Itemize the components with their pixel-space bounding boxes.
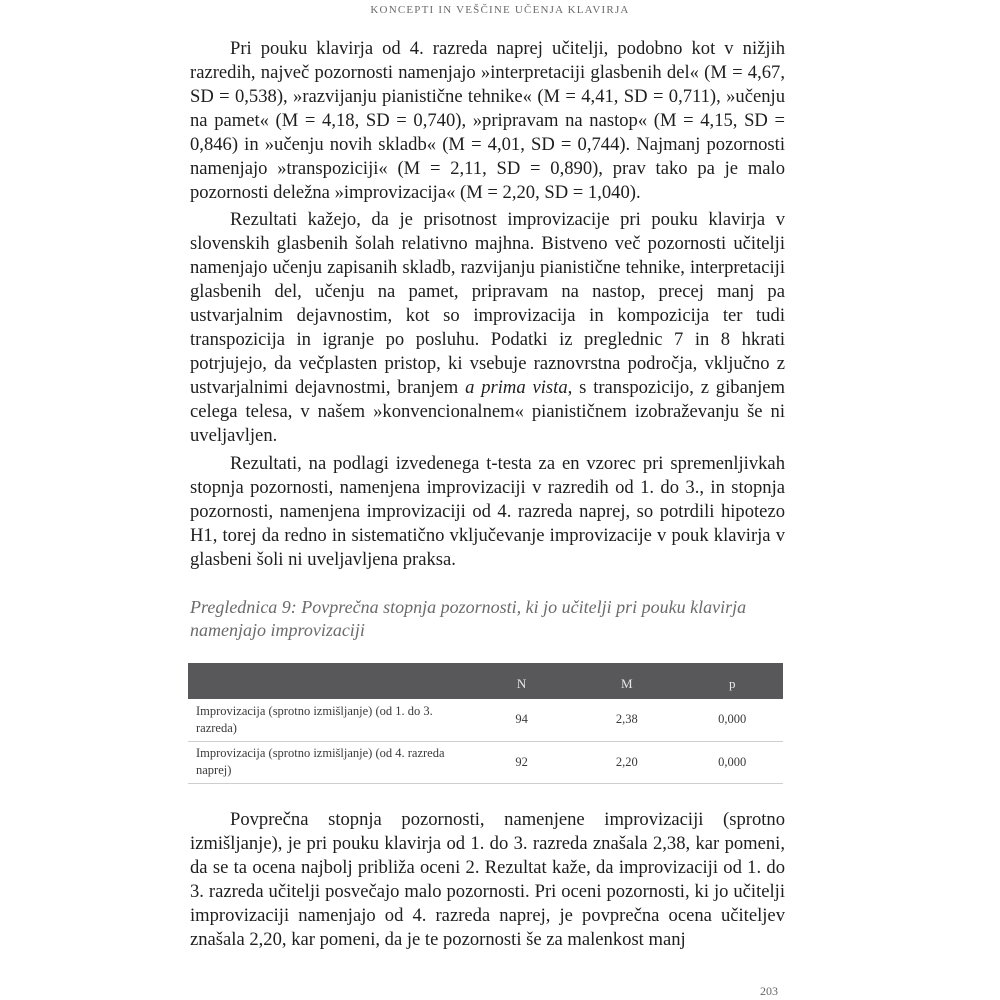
- column-header-label: [188, 663, 471, 699]
- paragraph-text: Rezultati kažejo, da je prisotnost improvizacije pri pouku klavirja v slovenskih glasbenih šolah relativno majhna. Bistveno več pozornosti učitelji namenjajo učenju zapisanih skladb, razvijanju pianistične tehnike, interpretaciji glasbenih del, učenju na pamet, pripravam na nastop, precej manj pa ustvarjalnim dejavnostim, kot so improvizacija in kompozicija ter tudi transpozicija in igranje po posluhu. Podatki iz preglednic 7 in 8 hkrati potrjujejo, da večplasten pristop, ki vsebuje raznovrstna področja, vključno z ustvarjalnimi dejavnostmi, branjem: [190, 209, 785, 398]
- paragraph-text: Pri pouku klavirja od 4. razreda naprej učitelji, podobno kot v nižjih razredih, največ pozornosti namenjajo »interpretaciji glasbenih del« (M = 4,67, SD = 0,538), »razvijanju pianistične tehnike« (M = 4,41, SD = 0,711), »učenju na pamet« (M = 4,18, SD = 0,740), »pripravam na nastop« (M = 4,15, SD = 0,846) in »učenju novih skladb« (M = 4,01, SD = 0,744). Najmanj pozornosti namenjajo »transpoziciji« (M = 2,11, SD = 0,890), prav tako pa je malo pozornosti deležna »improvizacija« (M = 2,20, SD = 1,040).: [190, 38, 785, 203]
- paragraph-4: [190, 808, 785, 952]
- table-row: [188, 699, 783, 741]
- cell-m: 2,20: [572, 741, 681, 783]
- running-head: KONCEPTI IN VEŠČINE UČENJA KLAVIRJA: [370, 4, 630, 16]
- cell-p: 0,000: [681, 699, 783, 741]
- cell-n: 94: [471, 699, 572, 741]
- column-header-m: M: [621, 675, 633, 691]
- table-header-row: [188, 663, 783, 699]
- row-label: Improvizacija (sprotno izmišljanje) (od 1. do 3. razreda): [188, 699, 471, 741]
- results-table: [188, 663, 783, 784]
- paragraph-text: , s transpozicijo, z gibanjem celega telesa, v našem »konvencionalnem« pianističnem izobraževanju še ni uveljavljen.: [190, 377, 785, 446]
- column-header-n: N: [516, 675, 527, 691]
- cell-p: 0,000: [681, 741, 783, 783]
- row-label: Improvizacija (sprotno izmišljanje) (od 4. razreda naprej): [188, 741, 471, 783]
- page-number: 203: [760, 984, 778, 998]
- paragraph-3: [190, 452, 785, 572]
- italic-phrase: a prima vista: [465, 377, 568, 398]
- table-caption: Preglednica 9: Povprečna stopnja pozornosti, ki jo učitelji pri pouku klavirja namenjajo improvizaciji: [190, 597, 747, 640]
- paragraph-1: [190, 37, 785, 205]
- paragraph-text: Povprečna stopnja pozornosti, namenjene improvizaciji (sprotno izmišljanje), je pri pouku klavirja od 1. do 3. razreda znašala 2,38, kar pomeni, da se ta ocena najbolj približa oceni 2. Rezultat kaže, da improvizaciji od 1. do 3. razreda učitelji posvečajo malo pozornosti. Pri oceni pozornosti, ki jo učitelji improvizaciji namenjajo od 4. razreda naprej, je povprečna ocena učiteljev znašala 2,20, kar pomeni, da je te pozornosti še za malenkost manj: [190, 809, 785, 950]
- table-row: [188, 741, 783, 783]
- cell-m: 2,38: [572, 699, 681, 741]
- paragraph-2: [190, 208, 785, 448]
- cell-n: 92: [471, 741, 572, 783]
- paragraph-text: Rezultati, na podlagi izvedenega t-testa za en vzorec pri spremenljivkah stopnja pozornosti, namenjena improvizaciji v razredih od 1. do 3., in stopnja pozornosti, namenjena improvizaciji od 4. razreda naprej, so potrdili hipotezo H1, torej da redno in sistematično vključevanje improvizacije v pouk klavirja v glasbeni šoli ni uveljavljena praksa.: [190, 453, 785, 570]
- column-header-p: p: [728, 675, 736, 691]
